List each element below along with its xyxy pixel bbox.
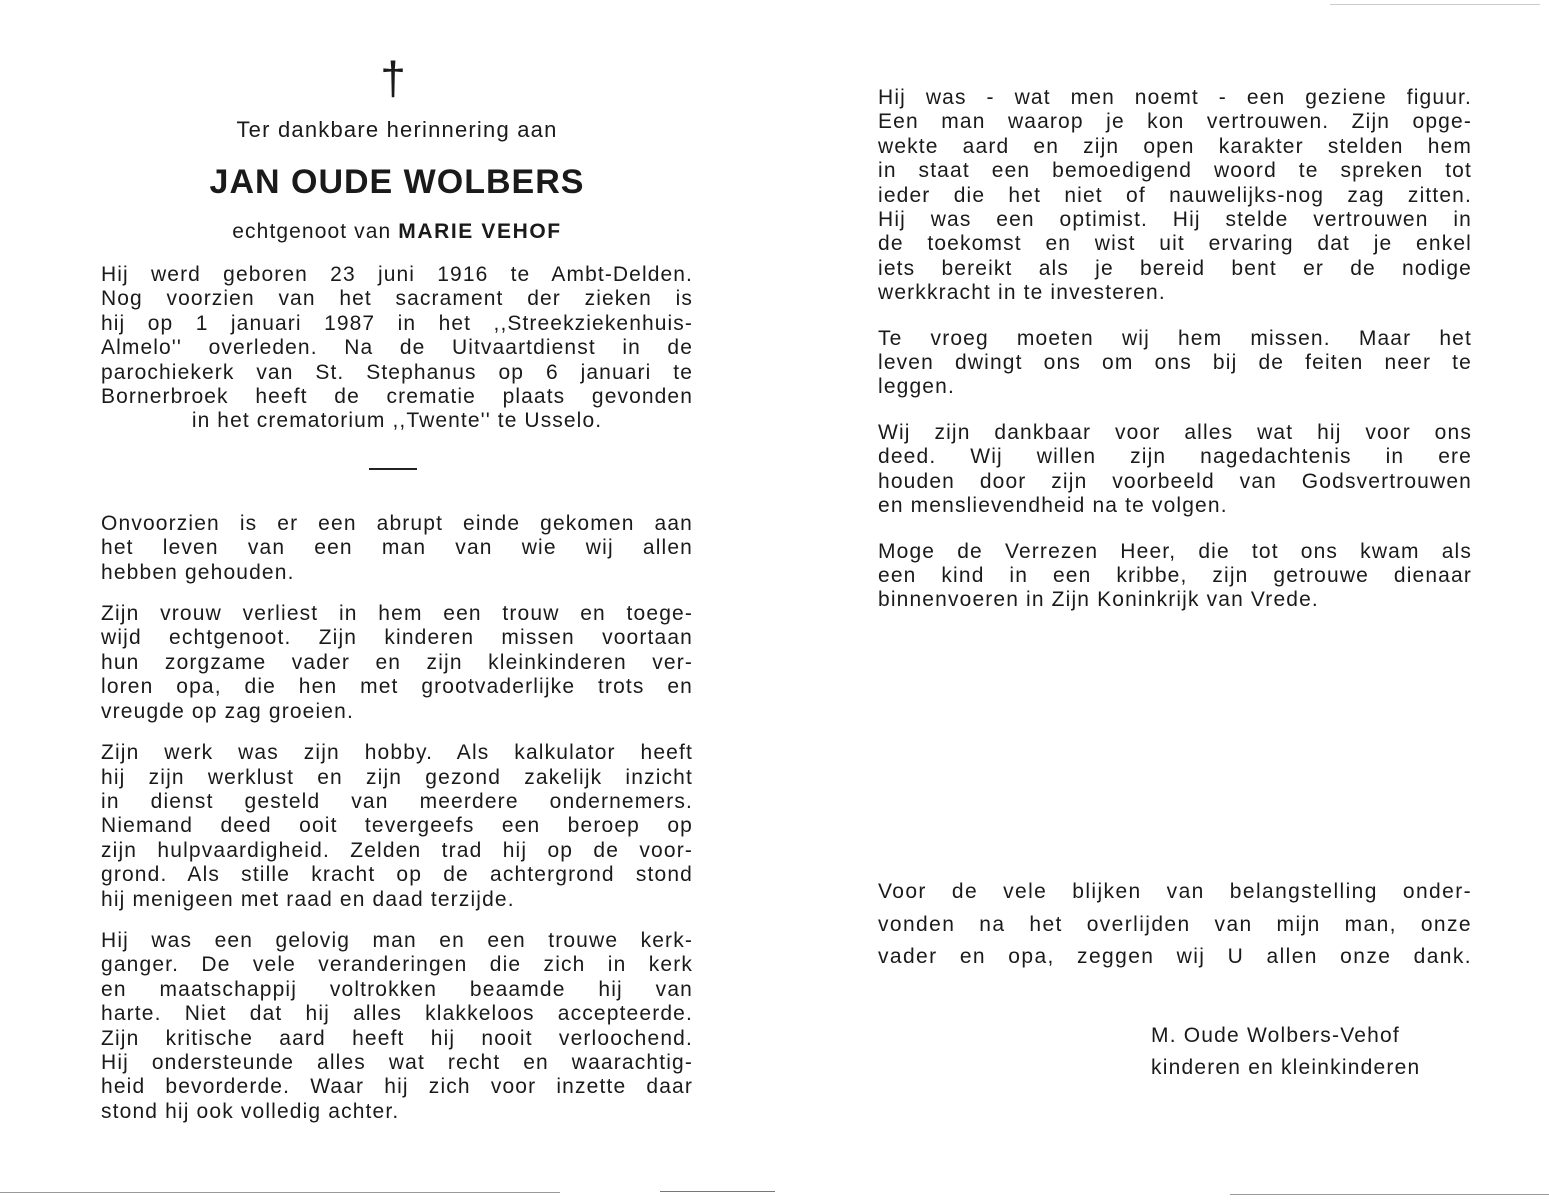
bio-line: in het crematorium ,,Twente'' te Usselo.	[191, 409, 603, 433]
bio-line: Bornerbroek heeft de crematie plaats gevonden	[101, 385, 693, 409]
text-line: loren opa, die hen met grootvaderlijke trots en	[101, 675, 693, 699]
text-line: en maatschappij voltrokken beaamde hij van	[101, 977, 693, 1001]
text-line: iets bereikt als je bereid bent er de nodige	[878, 256, 1472, 280]
bio-line: Hij werd geboren 23 juni 1916 te Ambt-Delden.	[101, 263, 693, 286]
biography	[101, 263, 693, 434]
text-line: Niemand deed ooit tevergeefs een beroep op	[101, 814, 693, 838]
text-line: hun zorgzame vader en zijn kleinkinderen ver-	[101, 650, 693, 674]
text-line: Zijn kritische aard heeft hij nooit verloochend.	[101, 1026, 693, 1050]
text-line: Hij was een gelovig man en een trouwe kerk-	[101, 928, 693, 952]
bio-line: Almelo'' overleden. Na de Uitvaartdienst in de	[101, 336, 693, 360]
text-line: werkkracht in te investeren.	[878, 281, 1166, 305]
text-line: Een man waarop je kon vertrouwen. Zijn opge-	[878, 110, 1472, 134]
text-line: zijn hulpvaardigheid. Zelden trad hij op de voor-	[101, 838, 693, 862]
text-line: Hij was - wat men noemt - een geziene figuur.	[878, 86, 1472, 109]
text-line: Voor de vele blijken van belangstelling onder-	[878, 880, 1472, 903]
text-line: hebben gehouden.	[101, 560, 295, 584]
intro-line: Ter dankbare herinnering aan	[236, 117, 558, 142]
text-line: harte. Niet dat hij alles klakkeloos accepteerde.	[101, 1002, 693, 1026]
text-line: en menslievendheid na te volgen.	[878, 494, 1228, 518]
right-panel	[878, 86, 1472, 613]
text-line: Hij ondersteunde alles wat recht en waarachtig-	[101, 1050, 693, 1074]
text-line: wekte aard en zijn open karakter stelden hem	[878, 134, 1472, 158]
text-line: hij menigeen met raad en daad terzijde.	[101, 887, 515, 911]
scan-edge	[1230, 1194, 1549, 1195]
text-line: ganger. De vele veranderingen die zich in kerk	[101, 953, 693, 977]
text-line: Onvoorzien is er een abrupt einde gekomen aan	[101, 511, 693, 535]
text-line: Hij was een optimist. Hij stelde vertrouwen in	[878, 208, 1472, 232]
text-line: een kind in een kribbe, zijn getrouwe dienaar	[878, 563, 1472, 587]
text-line: het leven van een man van wie wij allen	[101, 536, 693, 560]
text-line: vreugde op zag groeien.	[101, 699, 354, 723]
spouse-prefix: echtgenoot van	[232, 220, 392, 243]
text-line: binnenvoeren in Zijn Koninkrijk van Vrede.	[878, 588, 1319, 612]
paragraph-left-1	[101, 512, 693, 585]
paragraph-left-4	[101, 929, 693, 1124]
text-line: grond. Als stille kracht op de achtergrond stond	[101, 863, 693, 887]
bio-line: hij op 1 januari 1987 in het ,,Streekziekenhuis-	[101, 311, 693, 335]
text-line: hij zijn werklust en zijn gezond zakelijk inzicht	[101, 765, 693, 789]
text-line: wijd echtgenoot. Zijn kinderen missen voortaan	[101, 626, 693, 650]
text-line: Te vroeg moeten wij hem missen. Maar het	[878, 326, 1472, 350]
text-line: vonden na het overlijden van mijn man, onze	[878, 912, 1472, 936]
text-line: houden door zijn voorbeeld van Godsvertrouwen	[878, 469, 1472, 493]
text-line: in staat een bemoedigend woord te spreken tot	[878, 159, 1472, 183]
text-line: Zijn vrouw verliest in hem een trouw en toege-	[101, 602, 693, 626]
text-line: vader en opa, zeggen wij U allen onze dank.	[878, 945, 1472, 968]
scan-edge	[660, 1191, 775, 1192]
signature-line: M. Oude Wolbers-Vehof	[1151, 1024, 1400, 1047]
text-line: deed. Wij willen zijn nagedachtenis in ere	[878, 445, 1472, 469]
left-panel	[101, 50, 693, 1124]
text-line: ieder die het niet of nauwelijks-nog zag zitten.	[878, 183, 1472, 207]
paragraph-left-2	[101, 602, 693, 724]
bio-line: Nog voorzien van het sacrament der zieken is	[101, 287, 693, 311]
paragraph-right-4	[878, 540, 1472, 613]
text-line: Wij zijn dankbaar voor alles wat hij voor ons	[878, 420, 1472, 444]
text-line: leggen.	[878, 375, 955, 399]
paragraph-right-3	[878, 421, 1472, 519]
text-line: heid bevorderde. Waar hij zich voor inzette daar	[101, 1075, 693, 1099]
spouse-line	[101, 218, 693, 246]
scan-edge	[0, 1192, 560, 1193]
text-line: in dienst gesteld van meerdere ondernemers.	[101, 789, 693, 813]
paragraph-left-3	[101, 741, 693, 912]
signature-line: kinderen en kleinkinderen	[1151, 1056, 1421, 1079]
scan-edge	[1330, 4, 1540, 5]
bio-line: parochiekerk van St. Stephanus op 6 januari te	[101, 360, 693, 384]
cross-icon: †	[380, 52, 406, 104]
paragraph-right-1	[878, 86, 1472, 306]
thanks-note	[878, 876, 1472, 974]
paragraph-right-2	[878, 327, 1472, 400]
text-line: leven dwingt ons om ons bij de feiten neer te	[878, 351, 1472, 375]
divider	[369, 468, 417, 470]
text-line: Moge de Verrezen Heer, die tot ons kwam als	[878, 539, 1472, 563]
spouse-name: MARIE VEHOF	[398, 220, 562, 243]
deceased-name: JAN OUDE WOLBERS	[209, 163, 585, 201]
text-line: stond hij ook volledig achter.	[101, 1099, 400, 1123]
text-line: de toekomst en wist uit ervaring dat je enkel	[878, 232, 1472, 256]
text-line: Zijn werk was zijn hobby. Als kalkulator heeft	[101, 741, 693, 765]
signature-block	[1151, 1020, 1481, 1084]
